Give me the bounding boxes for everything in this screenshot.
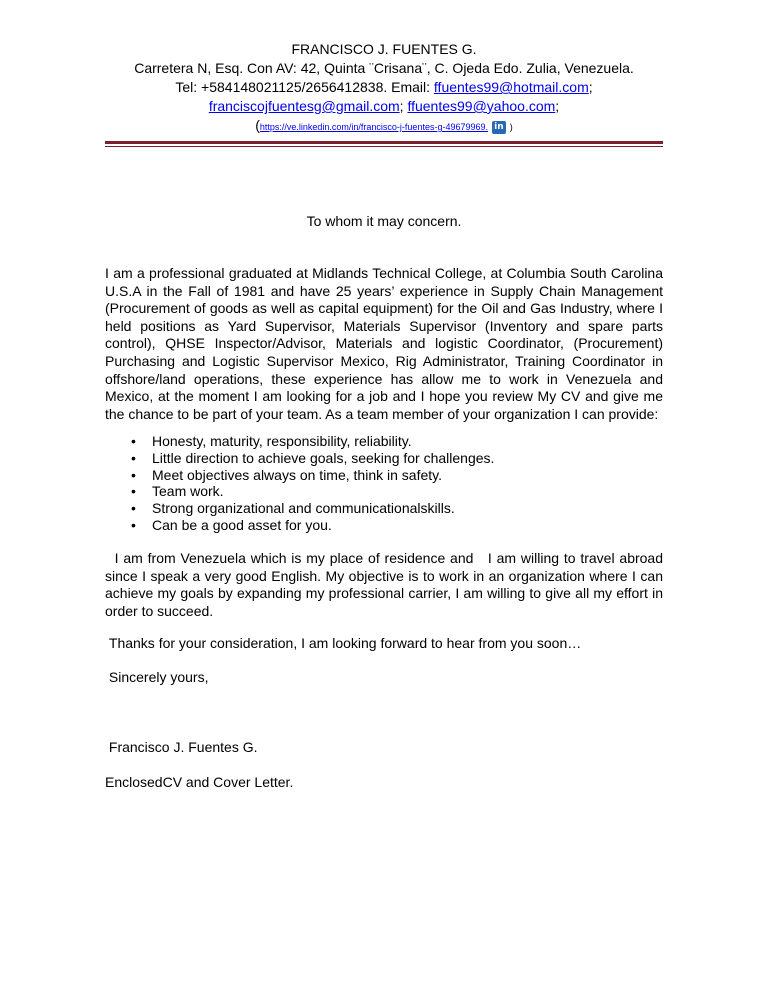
list-item-text: Team work. [152,483,224,500]
list-item-text: Little direction to achieve goals, seeking for challenges. [152,449,495,466]
list-item [105,433,663,450]
list-item [105,467,663,484]
salutation: To whom it may concern. [306,213,462,229]
email-gmail-link[interactable]: franciscojfuentesg@gmail.com [208,98,400,114]
linkedin-dot: . [485,122,489,132]
header-divider-thin [105,146,663,147]
contact-line [105,78,663,97]
linkedin-profile-link[interactable]: https://ve.linkedin.com/in/francisco-j-fuentes-g-49679969 [259,122,486,132]
email-yahoo-link[interactable]: ffuentes99@yahoo.com [407,98,556,114]
list-item-text: Meet objectives always on time, think in safety. [152,466,442,483]
paren-close: ) [509,122,513,132]
list-item-text: Can be a good asset for you. [152,516,332,533]
bullet-icon: • [131,449,136,466]
list-item [105,483,663,500]
list-item-text: Honesty, maturity, responsibility, reliability. [152,433,412,449]
paren-open: ( [255,117,260,133]
intro-paragraph: I am a professional graduated at Midlands Technical College, at Columbia South Carolina U.S.A in the Fall of 1981 and have 25 years’ experience in Supply Chain Management (Procurement of goods as well as capital equipment) for the Oil and Gas Industry, where I held positions as Yard Supervisor, Materials Supervisor (Inventory and spare parts control), QHSE Inspector/Advisor, Materials and logistic Coordinator, (Procurement) Purchasing and Logistic Supervisor Mexico, Rig Administrator, Training Coordinator in offshore/land operations, these experience has allow me to work in Venezuela and Mexico, at the moment I am looking for a job and I hope you review My CV and give me the chance to be part of your team. As a team member of your organization I can provide: [105,265,663,422]
email-hotmail-link[interactable]: ffuentes99@hotmail.com [433,79,589,95]
telephone-text: Tel: +584148021125/2656412838. Email: [175,79,434,95]
separator: ; [555,98,560,114]
sender-address: Carretera N, Esq. Con AV: 42, Quinta ¨Crisana¨, C. Ojeda Edo. Zulia, Venezuela. [134,60,634,76]
linkedin-icon[interactable]: in [492,121,506,134]
bullet-icon: • [131,483,136,500]
sender-name: FRANCISCO J. FUENTES G. [291,41,477,57]
bullet-icon: • [131,500,136,517]
linkedin-line [105,116,663,137]
list-item-text: Strong organizational and communicationalskills. [152,500,455,517]
signature-name: Francisco J. Fuentes G. [105,739,258,755]
residence-paragraph: I am from Venezuela which is my place of residence and I am willing to travel abroad since I speak a very good English. My objective is to work in an organization where I can achieve my goals by expanding my professional carrier, I am willing to give all my effort in order to succeed. [105,550,663,619]
list-item [105,500,663,517]
closing-line: Sincerely yours, [105,669,209,685]
separator: ; [588,79,593,95]
list-item [105,517,663,534]
header-divider-thick [105,141,663,144]
bullet-icon: • [131,466,136,483]
enclosure-note: EnclosedCV and Cover Letter. [105,774,294,790]
list-item [105,450,663,467]
separator: ; [399,98,408,114]
email-line [105,97,663,116]
qualities-list [105,433,663,534]
bullet-icon: • [131,516,136,533]
thanks-line: Thanks for your consideration, I am looking forward to hear from you soon… [105,635,582,651]
bullet-icon: • [131,433,136,449]
letterhead [105,40,663,137]
